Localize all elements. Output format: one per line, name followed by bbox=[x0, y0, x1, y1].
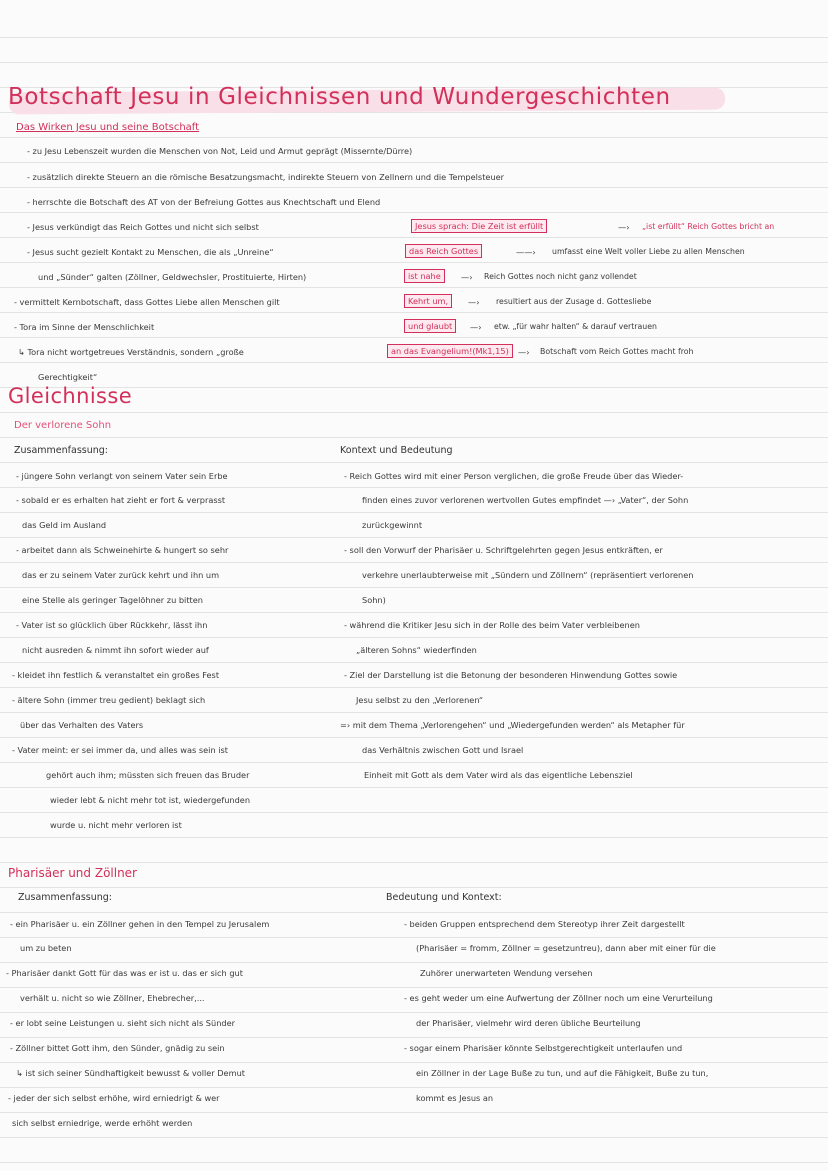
quote-note: Reich Gottes noch nicht ganz vollendet bbox=[484, 272, 637, 281]
context-line: - beiden Gruppen entsprechend dem Stereotyp ihrer Zeit dargestellt bbox=[404, 919, 685, 929]
intro-line: Gerechtigkeit“ bbox=[38, 372, 98, 382]
context-line: =› mit dem Thema „Verlorengehen“ und „Wiedergefunden werden“ als Metapher für bbox=[340, 720, 685, 730]
context-line: der Pharisäer, vielmehr wird deren übliche Beurteilung bbox=[416, 1018, 641, 1028]
summary-line: - sobald er es erhalten hat zieht er fort & verprasst bbox=[16, 495, 226, 505]
intro-line: - zu Jesu Lebenszeit wurden die Menschen von Not, Leid und Armut geprägt (Missernte/Dürre) bbox=[27, 146, 413, 156]
context-line: - während die Kritiker Jesu sich in der Rolle des beim Vater verbleibenen bbox=[344, 620, 640, 630]
summary-line: - Vater meint: er sei immer da, und alles was sein ist bbox=[12, 745, 228, 755]
context-line: kommt es Jesus an bbox=[416, 1093, 494, 1103]
intro-line: - zusätzlich direkte Steuern an die römische Besatzungsmacht, indirekte Steuern von Zellnern und die Tempelsteuer bbox=[27, 172, 505, 182]
quote-note: resultiert aus der Zusage d. Gottesliebe bbox=[496, 297, 652, 306]
summary-line: sich selbst erniedrige, werde erhöht werden bbox=[12, 1118, 193, 1128]
context-line: zurückgewinnt bbox=[362, 520, 423, 530]
context-line: Sohn) bbox=[362, 595, 386, 605]
page-title: Botschaft Jesu in Gleichnissen und Wundergeschichten bbox=[8, 84, 671, 110]
intro-line: - herrschte die Botschaft des AT von der Befreiung Gottes aus Knechtschaft und Elend bbox=[27, 197, 381, 207]
context-line: das Verhältnis zwischen Gott und Israel bbox=[362, 745, 524, 755]
summary-line: eine Stelle als geringer Tagelöhner zu bitten bbox=[22, 595, 203, 605]
quote-arrow: —› bbox=[470, 322, 482, 332]
summary-line: gehört auch ihm; müssten sich freuen das Bruder bbox=[46, 770, 250, 780]
quote-arrow: ——› bbox=[516, 247, 536, 257]
quote-box: das Reich Gottes bbox=[405, 244, 482, 258]
summary-line: über das Verhalten des Vaters bbox=[20, 720, 144, 730]
context-line: ein Zöllner in der Lage Buße zu tun, und auf die Fähigkeit, Buße zu tun, bbox=[416, 1068, 709, 1078]
summary-line: - Vater ist so glücklich über Rückkehr, lässt ihn bbox=[16, 620, 208, 630]
quote-note: umfasst eine Welt voller Liebe zu allen Menschen bbox=[552, 247, 745, 256]
parable-title-pharisaeer: Pharisäer und Zöllner bbox=[8, 866, 137, 880]
summary-line: - ein Pharisäer u. ein Zöllner gehen in den Tempel zu Jerusalem bbox=[10, 919, 270, 929]
context-line: - soll den Vorwurf der Pharisäer u. Schriftgelehrten gegen Jesus entkräften, er bbox=[344, 545, 663, 555]
summary-heading: Zusammenfassung: bbox=[14, 445, 109, 456]
context-line: - Ziel der Darstellung ist die Betonung der besonderen Hinwendung Gottes sowie bbox=[344, 670, 678, 680]
quote-box: und glaubt bbox=[404, 319, 456, 333]
quote-arrow: —› bbox=[468, 297, 480, 307]
intro-line: - Jesus verkündigt das Reich Gottes und nicht sich selbst bbox=[27, 222, 259, 232]
context-line: Zuhörer unerwarteten Wendung versehen bbox=[420, 968, 593, 978]
context-line: - Reich Gottes wird mit einer Person verglichen, die große Freude über das Wieder- bbox=[344, 471, 684, 481]
context-line: Einheit mit Gott als dem Vater wird als das eigentliche Lebensziel bbox=[364, 770, 633, 780]
summary-line: - arbeitet dann als Schweinehirte & hungert so sehr bbox=[16, 545, 229, 555]
quote-note: etw. „für wahr halten“ & darauf vertrauen bbox=[494, 322, 657, 331]
parable-title-sohn: Der verlorene Sohn bbox=[14, 420, 112, 431]
summary-heading: Zusammenfassung: bbox=[18, 892, 113, 903]
summary-line: - jeder der sich selbst erhöhe, wird erniedrigt & wer bbox=[8, 1093, 220, 1103]
summary-line: - ältere Sohn (immer treu gedient) beklagt sich bbox=[12, 695, 206, 705]
summary-line: - Pharisäer dankt Gott für das was er ist u. das er sich gut bbox=[6, 968, 243, 978]
summary-line: - kleidet ihn festlich & veranstaltet ein großes Fest bbox=[12, 670, 220, 680]
summary-line: verhält u. nicht so wie Zöllner, Ehebrecher,... bbox=[20, 993, 205, 1003]
intro-line: und „Sünder“ galten (Zöllner, Geldwechsler, Prostituierte, Hirten) bbox=[38, 272, 307, 282]
context-line: - es geht weder um eine Aufwertung der Zöllner noch um eine Verurteilung bbox=[404, 993, 713, 1003]
summary-line: - Zöllner bittet Gott ihm, den Sünder, gnädig zu sein bbox=[10, 1043, 225, 1053]
context-line: verkehre unerlaubterweise mit „Sündern und Zöllnern“ (repräsentiert verlorenen bbox=[362, 570, 694, 580]
intro-line: - Jesus sucht gezielt Kontakt zu Menschen, die als „Unreine“ bbox=[27, 247, 274, 257]
quote-box: an das Evangelium!(Mk1,15) bbox=[387, 344, 513, 358]
summary-line: - er lobt seine Leistungen u. sieht sich nicht als Sünder bbox=[10, 1018, 235, 1028]
context-line: - sogar einem Pharisäer könnte Selbstgerechtigkeit unterlaufen und bbox=[404, 1043, 683, 1053]
context-heading: Bedeutung und Kontext: bbox=[386, 892, 502, 903]
summary-line: ↳ ist sich seiner Sündhaftigkeit bewusst & voller Demut bbox=[16, 1068, 245, 1078]
quote-arrow: —› bbox=[618, 222, 630, 232]
intro-line: ↳ Tora nicht wortgetreues Verständnis, sondern „große bbox=[18, 347, 244, 357]
summary-line: um zu beten bbox=[20, 943, 72, 953]
summary-line: wurde u. nicht mehr verloren ist bbox=[50, 820, 182, 830]
context-line: finden eines zuvor verlorenen wertvollen Gutes empfindet —› „Vater“, der Sohn bbox=[362, 495, 689, 505]
context-line: Jesu selbst zu den „Verlorenen“ bbox=[356, 695, 484, 705]
summary-line: das Geld im Ausland bbox=[22, 520, 107, 530]
quote-arrow: —› bbox=[518, 347, 530, 357]
quote-arrow: —› bbox=[461, 272, 473, 282]
quote-note: Botschaft vom Reich Gottes macht froh bbox=[540, 347, 694, 356]
quote-box: Jesus sprach: Die Zeit ist erfüllt bbox=[411, 219, 547, 233]
summary-line: nicht ausreden & nimmt ihn sofort wieder auf bbox=[22, 645, 209, 655]
context-heading: Kontext und Bedeutung bbox=[340, 445, 453, 456]
intro-line: - Tora im Sinne der Menschlichkeit bbox=[14, 322, 155, 332]
intro-line: - vermittelt Kernbotschaft, dass Gottes Liebe allen Menschen gilt bbox=[14, 297, 280, 307]
quote-box: Kehrt um, bbox=[404, 294, 452, 308]
section-heading-gleichnisse: Gleichnisse bbox=[8, 384, 133, 408]
context-line: „älteren Sohns“ wiederfinden bbox=[356, 645, 477, 655]
quote-note: „ist erfüllt“ Reich Gottes bricht an bbox=[642, 222, 775, 231]
quote-box: ist nahe bbox=[404, 269, 445, 283]
summary-line: - jüngere Sohn verlangt von seinem Vater sein Erbe bbox=[16, 471, 228, 481]
summary-line: das er zu seinem Vater zurück kehrt und ihn um bbox=[22, 570, 220, 580]
summary-line: wieder lebt & nicht mehr tot ist, wiedergefunden bbox=[50, 795, 251, 805]
context-line: (Pharisäer = fromm, Zöllner = gesetzuntreu), dann aber mit einer für die bbox=[416, 943, 716, 953]
intro-subtitle: Das Wirken Jesu und seine Botschaft bbox=[16, 122, 200, 133]
